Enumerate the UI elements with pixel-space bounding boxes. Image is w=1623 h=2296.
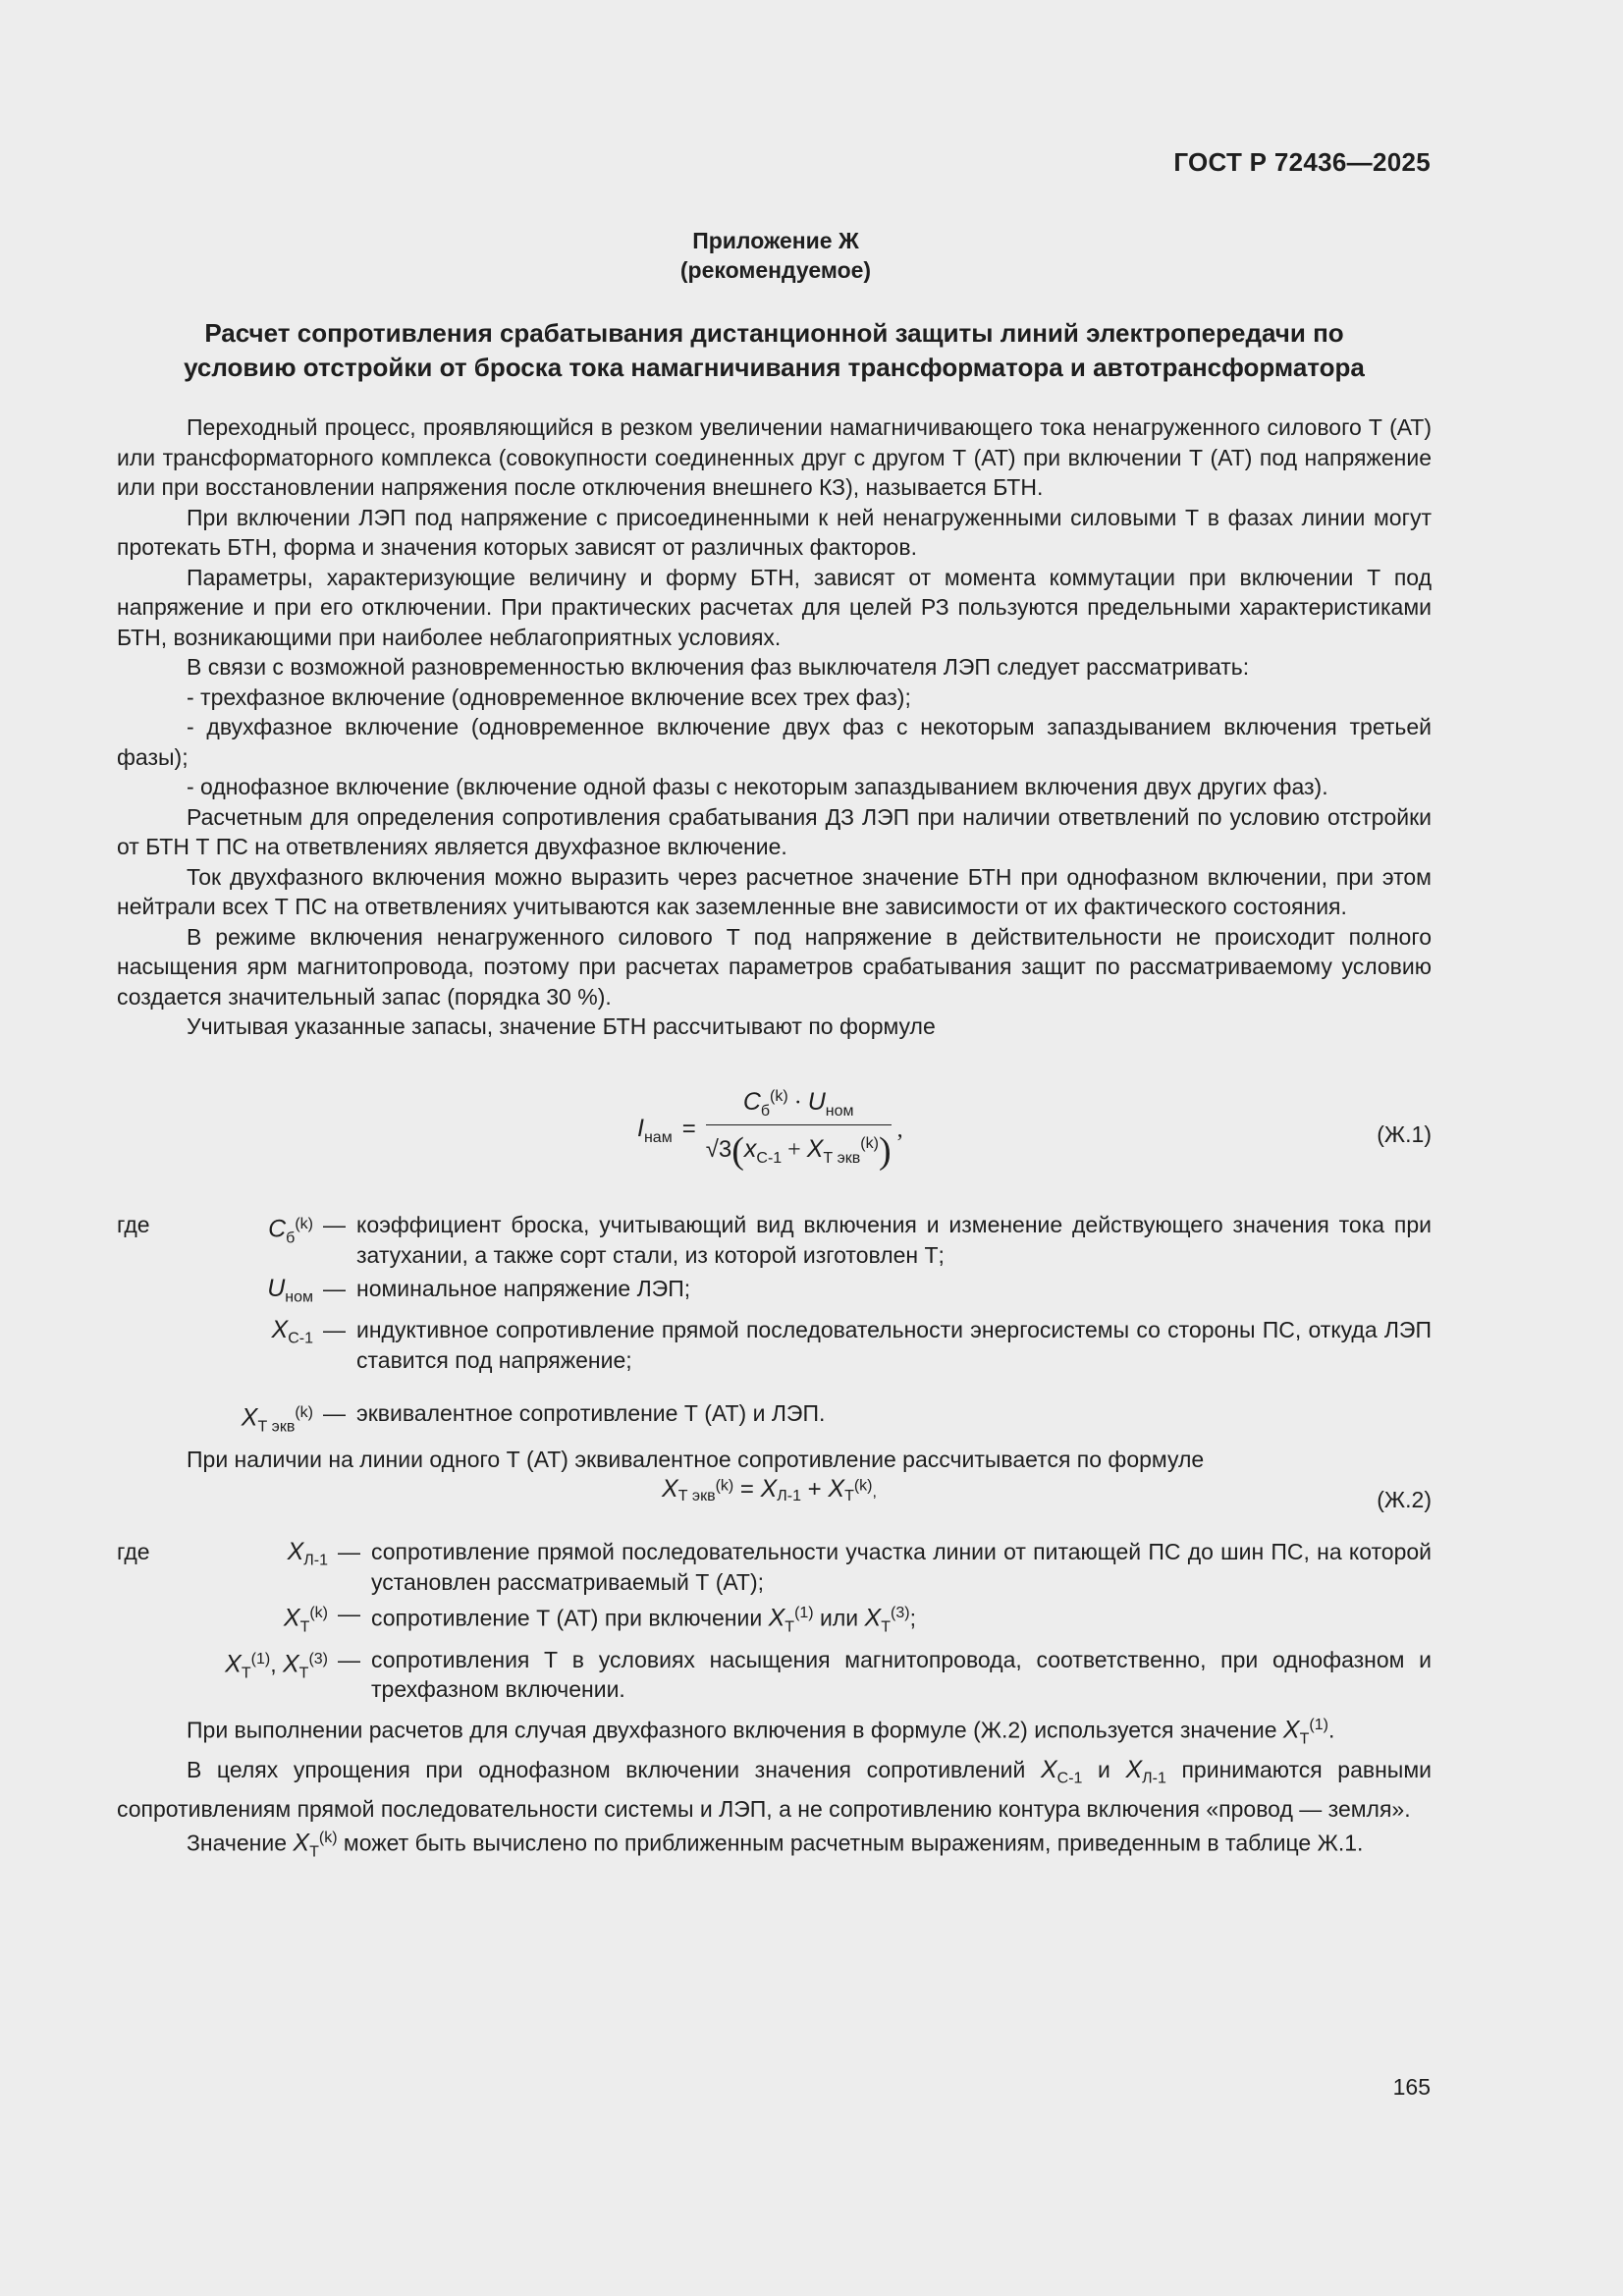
definition-text: индуктивное сопротивление прямой последовательности энергосистемы со стороны ПС, откуда ЛЭП ставится под напряжение; <box>356 1317 1432 1373</box>
paragraph: При включении ЛЭП под напряжение с присоединенными к ней ненагруженными силовыми Т в фазах линии могут протекать БТН, форма и значения которых зависят от различных факторов. <box>117 504 1432 560</box>
fraction-denominator: $√3(x_{С-1} + X_{Т экв}^{(k)})$ <box>705 1129 892 1172</box>
definition-text: сопротивление прямой последовательности участка линии от питающей ПС до шин ПС, на которой установлен рассматриваемый Т (АТ); <box>371 1539 1432 1595</box>
definition-text: сопротивление Т (АТ) при включении $X_Т^{(1)}$ или $X_Т^{(3)}$; <box>371 1604 916 1636</box>
definition-row: где $X_{Л-1}$ — сопротивление прямой последовательности участка линии от питающей ПС до шин ПС, на которой установлен рассматриваемый Т (АТ); <box>117 1537 1432 1597</box>
paragraph: Параметры, характеризующие величину и форму БТН, зависят от момента коммутации при включении Т под напряжение и при его отключении. При практических расчетах для целей РЗ пользуются предельными характеристиками БТН, возникающими при наиболее неблагоприятных условиях. <box>117 564 1432 650</box>
definition-row: $X_{Т экв}^{(k)}$ — эквивалентное сопротивление Т (АТ) и ЛЭП. <box>117 1398 1432 1443</box>
definitions-zh2 <box>117 1537 1432 1868</box>
appendix-status: (рекомендуемое) <box>679 257 872 283</box>
appendix-heading <box>0 226 1551 285</box>
appendix-name: Приложение Ж <box>692 228 859 253</box>
definitions-zh1 <box>117 1210 1432 1474</box>
definition-symbol: $X_{С-1}$ <box>271 1316 313 1347</box>
definition-symbol: $U_{ном}$ <box>267 1275 313 1306</box>
paragraph: В связи с возможной разновременностью включения фаз выключателя ЛЭП следует рассматривать: <box>187 654 1250 680</box>
definition-row: $U_{ном}$ — номинальное напряжение ЛЭП; <box>117 1274 1432 1313</box>
paragraph: Ток двухфазного включения можно выразить через расчетное значение БТН при однофазном включении, при этом нейтрали всех Т ПС на ответвлениях учитываются как заземленные вне зависимости от их фактического состояния. <box>117 863 1432 919</box>
formula-zh1-number: (Ж.1) <box>1377 1121 1432 1147</box>
paragraph: При выполнении расчетов для случая двухфазного включения в формуле (Ж.2) используется значение $X_Т^{(1)}$. <box>187 1716 1335 1747</box>
definition-symbol: $X_Т^{(1)}$, $X_Т^{(3)}$ <box>225 1650 328 1681</box>
definition-row: $X_Т^{(1)}$, $X_Т^{(3)}$ — сопротивления Т в условиях насыщения магнитопровода, соответственно, при однофазном и трехфазном включении. <box>117 1645 1432 1705</box>
body-text <box>117 412 1432 1042</box>
formula-zh1-fraction <box>706 1088 892 1173</box>
definition-row: где $C_б^{(k)}$ — коэффициент броска, учитывающий вид включения и изменение действующего значения тока при затухании, а также сорт стали, из которой изготовлен Т; <box>117 1210 1432 1270</box>
definition-text: номинальное напряжение ЛЭП; <box>356 1276 691 1301</box>
doc-code-header: ГОСТ Р 72436—2025 <box>1173 147 1431 177</box>
paragraph: При наличии на линии одного Т (АТ) эквивалентное сопротивление рассчитывается по формуле <box>187 1446 1205 1472</box>
definition-symbol: $C_б^{(k)}$ <box>268 1215 313 1247</box>
paragraph: Значение $X_Т^{(k)}$ может быть вычислено по приближенным расчетным выражениям, приведенным в таблице Ж.1. <box>187 1829 1364 1861</box>
definition-text: сопротивления Т в условиях насыщения магнитопровода, соответственно, при однофазном и трехфазном включении. <box>371 1646 1432 1703</box>
page-number: 165 <box>1392 2074 1431 2100</box>
definition-symbol: $X_{Т экв}^{(k)}$ <box>241 1403 313 1436</box>
title-line-2: условию отстройки от броска тока намагничивания трансформатора и автотрансформатора <box>184 353 1365 382</box>
formula-zh2-number: (Ж.2) <box>1377 1487 1432 1512</box>
definition-text: коэффициент броска, учитывающий вид включения и изменение действующего значения тока при затухании, а также сорт стали, из которой изготовлен Т; <box>356 1212 1432 1268</box>
definition-row: $X_Т^{(k)}$ — сопротивление Т (АТ) при включении $X_Т^{(1)}$ или $X_Т^{(3)}$; <box>117 1599 1432 1643</box>
list-item: - двухфазное включение (одновременное включение двух фаз с некоторым запаздыванием включения третьей фазы); <box>117 714 1432 770</box>
formula-zh1-expression: $I_{нам}$ = $\frac{C_б^{(k)} \cdot U_{ном}}{√3(x_{С-1} + X_{Т экв}^{(k)})}$ , <box>637 1088 903 1172</box>
appendix-title <box>117 316 1432 385</box>
formula-zh2-expression: $X_{Т экв}^{(k)} = X_{Л-1} + X_Т^{(k)}$, <box>662 1475 877 1505</box>
definition-symbol: $X_{Л-1}$ <box>287 1538 328 1569</box>
where-label: где <box>117 1212 150 1237</box>
fraction-numerator: $C_б^{(k)} \cdot U_{ном}$ <box>706 1088 892 1125</box>
definition-symbol: $X_Т^{(k)}$ <box>283 1604 328 1636</box>
formula-zh2 <box>117 1475 1432 1524</box>
paragraph: Учитывая указанные запасы, значение БТН рассчитывают по формуле <box>187 1013 936 1039</box>
paragraph: Расчетным для определения сопротивления срабатывания ДЗ ЛЭП при наличии ответвлений по условию отстройки от БТН Т ПС на ответвлениях является двухфазное включение. <box>117 803 1432 859</box>
formula-zh1 <box>117 1088 1432 1196</box>
title-line-1: Расчет сопротивления срабатывания дистанционной защиты линий электропередачи по <box>204 318 1344 348</box>
where-label: где <box>117 1539 150 1564</box>
definition-text: эквивалентное сопротивление Т (АТ) и ЛЭП. <box>356 1400 826 1427</box>
paragraph: В режиме включения ненагруженного силового Т под напряжение в действительности не происходит полного насыщения ярм магнитопровода, поэтому при расчетах параметров срабатывания защит по рассматриваемому условию создается значительный запас (порядка 30 %). <box>117 923 1432 1010</box>
list-item: - однофазное включение (включение одной фазы с некоторым запаздыванием включения двух других фаз). <box>187 774 1328 799</box>
paragraph: В целях упрощения при однофазном включении значения сопротивлений $X_{С-1}$ и $X_{Л-1}$ принимаются равными сопротивлениям прямой последовательности системы и ЛЭП, а не сопротивлению контура включения «провод — земля». <box>117 1755 1432 1822</box>
paragraph: Переходный процесс, проявляющийся в резком увеличении намагничивающего тока ненагруженного силового Т (АТ) или трансформаторного комплекса (совокупности соединенных друг с другом Т (АТ) при включении Т (АТ) под напряжение или при восстановлении напряжения после отключения внешнего КЗ), называется БТН. <box>117 414 1432 500</box>
list-item: - трехфазное включение (одновременное включение всех трех фаз); <box>187 683 911 710</box>
definition-row: $X_{С-1}$ — индуктивное сопротивление прямой последовательности энергосистемы со стороны ПС, откуда ЛЭП ставится под напряжение; <box>117 1315 1432 1375</box>
